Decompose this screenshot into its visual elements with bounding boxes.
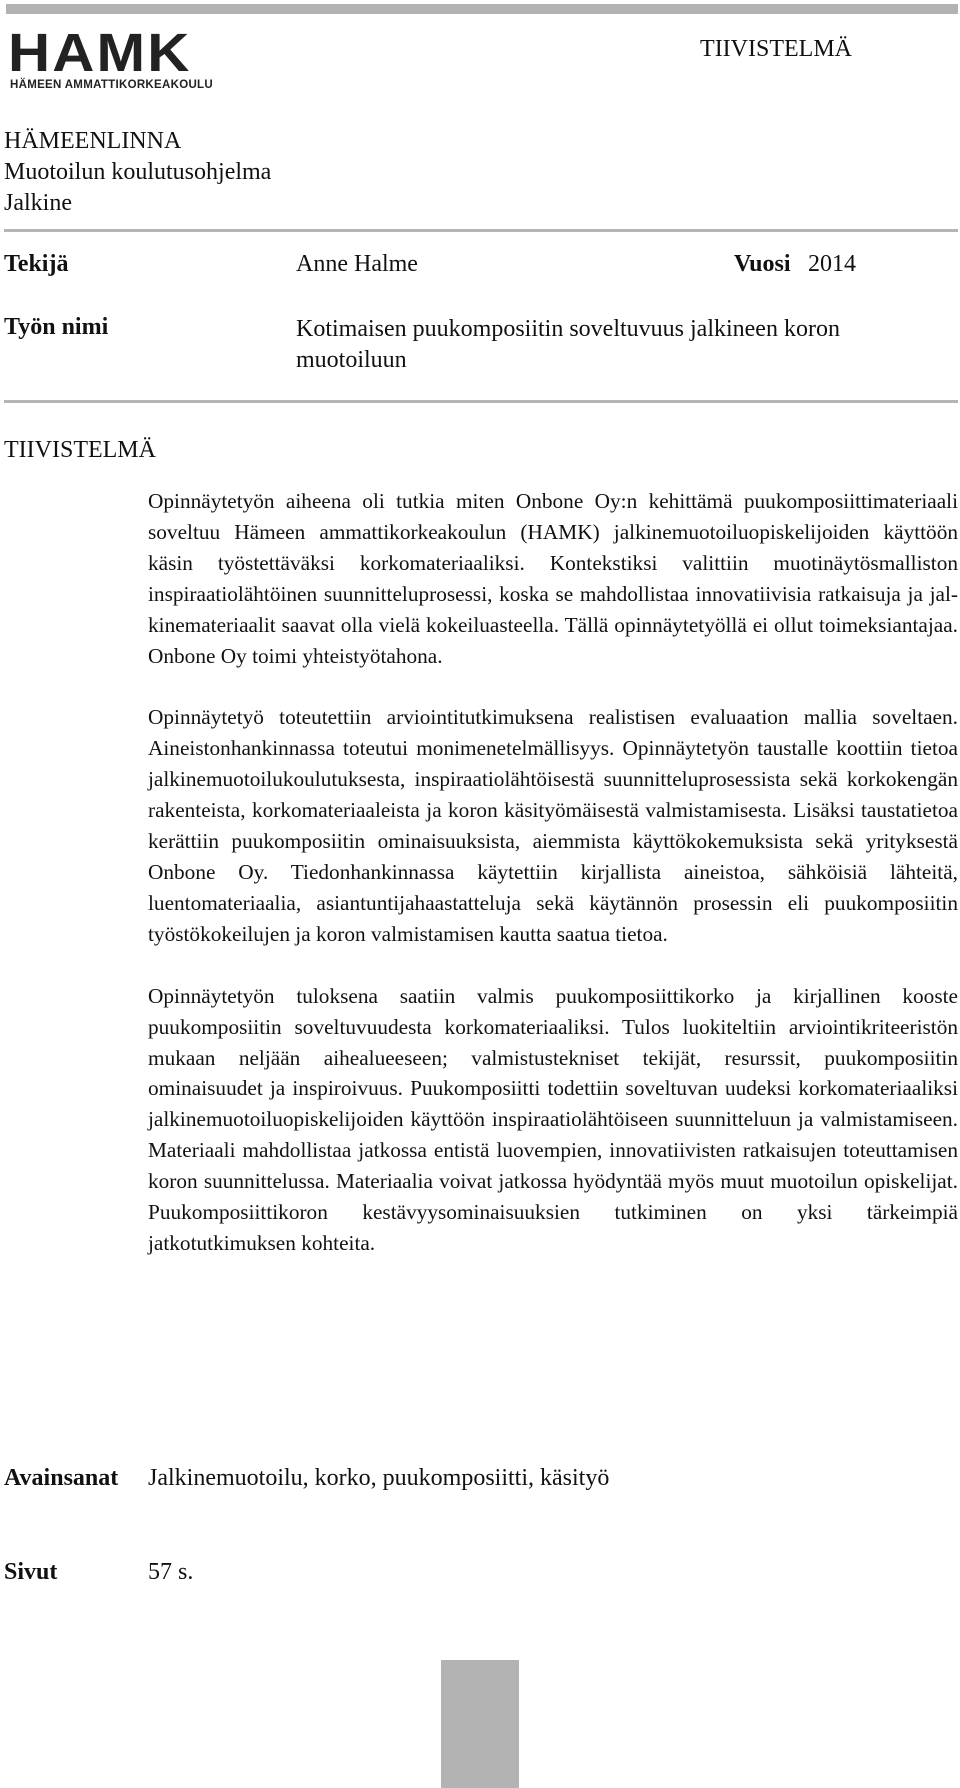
pages-label: Sivut bbox=[4, 1559, 58, 1585]
specialisation: Jalkine bbox=[4, 190, 72, 216]
abstract-heading: TIIVISTELMÄ bbox=[4, 437, 156, 463]
institution-info bbox=[4, 126, 271, 219]
year-value: 2014 bbox=[808, 251, 856, 277]
abstract-paragraph: Opinnäytetyö toteutettiin arviointitutkimuksena realistisen evaluaation mallia soveltaen. Aineistonhankinnassa toteutui monimenetelmällisyys. Opinnäytetyön taustalle koottiin tietoa jalkinemuotoilukoulutuksesta, inspiraatiolähtöisestä suunnitteluprosessista sekä korkokengän rakenteista, korkomateriaaleista ja koron käsityömäisestä valmistamisesta. Lisäksi taustatietoa kerättiin puukomposiitin ominaisuuksista, aiemmista käyttökokemuksista sekä yrityksestä Onbone Oy. Tiedonhankinnassa käytettiin kirjallista aineistoa, sähköisiä lähteitä, luentomateriaalia, asiantuntijahaastatteluja sekä käytännön prosessin eli puukomposiitin työstökokeilujen ja koron valmistamisen kautta saatua tietoa. bbox=[148, 705, 958, 946]
logo-wordmark: HAMK bbox=[8, 23, 192, 83]
document-type-heading: TIIVISTELMÄ bbox=[700, 36, 852, 62]
divider-top bbox=[4, 229, 958, 232]
thesis-title: Kotimaisen puukomposiitin soveltuvuus jalkineen koron muotoiluun bbox=[296, 316, 840, 373]
author-label: Tekijä bbox=[4, 251, 69, 277]
abstract-paragraph: Opinnäytetyön tuloksena saatiin valmis puukomposiittikorko ja kirjallinen kooste puukomposiitin soveltuvuudesta korkomateriaaliksi. Tulos luokiteltiin arviointikriteeristön mukaan neljään aihealueeseen; valmistustekniset tekijät, resurssit, puukomposiitin ominaisuudet ja inspiroivuus. Puukomposiitti todettiin soveltuvan uudeksi korkomateriaaliksi jalkinemuotoiluopiskelijoiden käyttöön inspiraatiolähtöiseen suunnitteluun ja valmistamiseen. Materiaali mahdollistaa jatkossa entistä luovempien, innovatiivisten ratkaisujen toteuttamisen koron suunnittelussa. Materiaalia voivat jatkossa hyödyntää myös muut muotoilun opiskelijat. Puukomposiittikoron kestävyysominaisuuksien tutkiminen on yksi tärkeimpiä jatkotutkimuksen kohteita. bbox=[148, 983, 958, 1255]
campus-name: HÄMEENLINNA bbox=[4, 128, 182, 154]
divider-middle bbox=[4, 400, 958, 403]
top-rule-bar bbox=[6, 4, 958, 14]
hamk-logo bbox=[8, 23, 244, 96]
abstract-paragraph: Opinnäytetyön aiheena oli tutkia miten Onbone Oy:n kehittämä puukomposiittimateriaali soveltuu Hämeen ammattikorkeakoulun (HAMK) jalkinemuotoiluopiskelijoiden käyttöön käsin työstettäväksi korkomateriaaliksi. Kontekstiksi valittiin muotinäytösmalliston inspiraatiolähtöinen suunnitteluprosessi, koska se mahdollistaa innovatiivisia ratkaisuja ja jalkinemateriaalit saavat olla vielä kokeiluasteella. Tällä opinnäytetyöllä ei ollut toimeksiantajaa. Onbone Oy toimi yhteistyötahona. bbox=[148, 489, 958, 668]
pages-value: 57 s. bbox=[148, 1559, 194, 1585]
thesis-title-label: Työn nimi bbox=[4, 314, 109, 340]
keywords-label: Avainsanat bbox=[4, 1465, 119, 1491]
author-name: Anne Halme bbox=[296, 251, 418, 277]
logo-subtitle: HÄMEEN AMMATTIKORKEAKOULU bbox=[10, 79, 213, 91]
year-label: Vuosi bbox=[734, 251, 791, 277]
degree-programme: Muotoilun koulutusohjelma bbox=[4, 159, 272, 185]
keywords-value: Jalkinemuotoilu, korko, puukomposiitti, käsityö bbox=[148, 1465, 610, 1491]
abstract-body bbox=[148, 486, 958, 1290]
footer-grey-block bbox=[441, 1660, 519, 1788]
